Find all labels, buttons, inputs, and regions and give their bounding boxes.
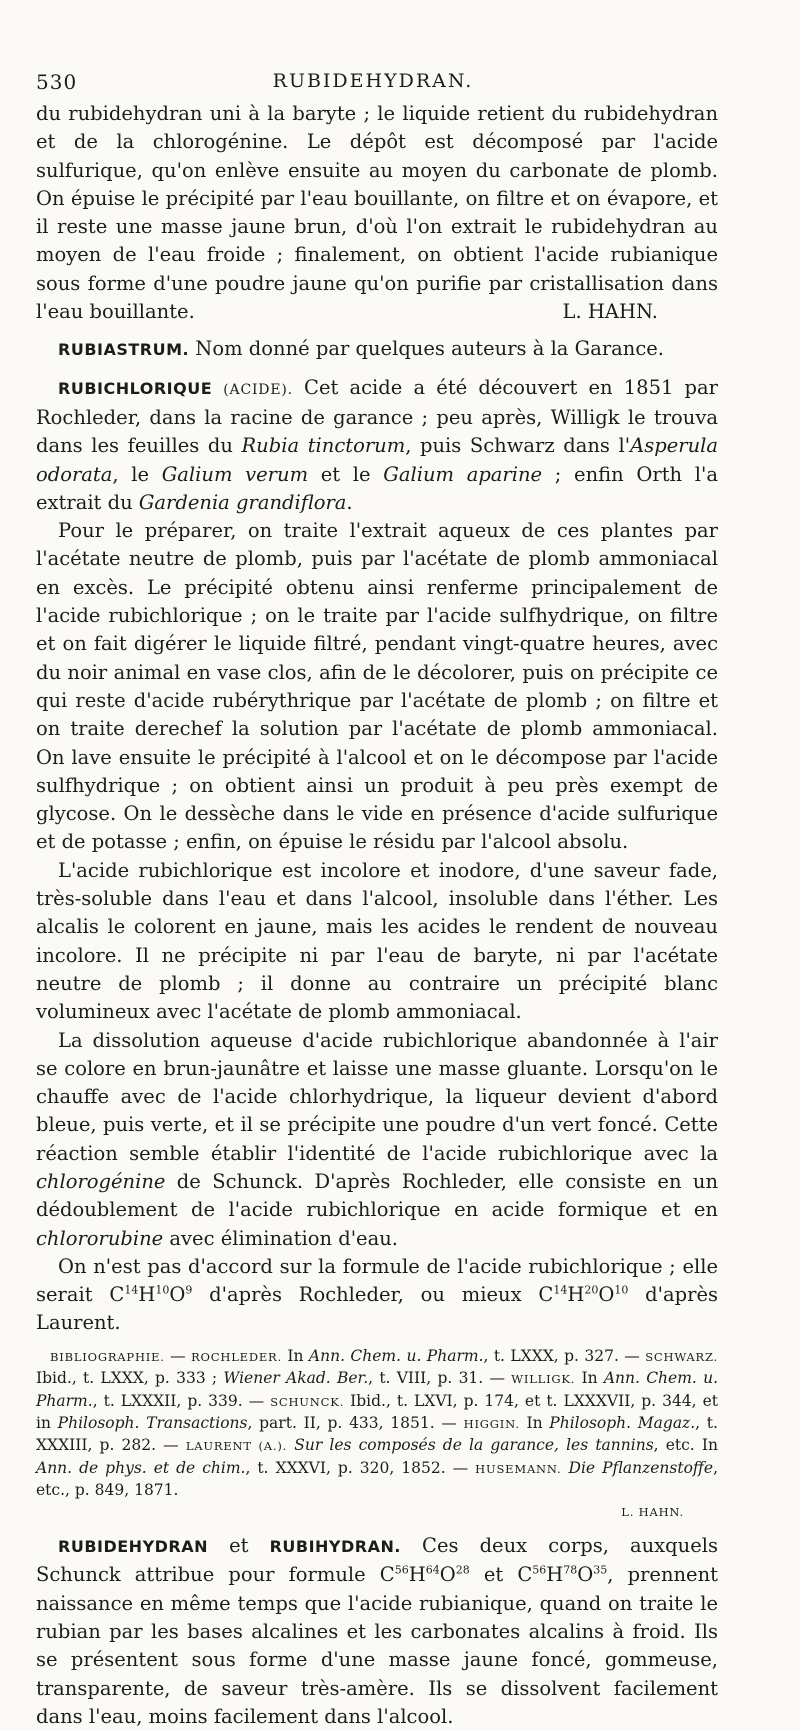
bib-text: Ibid., t. LXXX, p. 333 ; [36, 1369, 224, 1388]
formula-subscript: 56 [394, 1563, 409, 1577]
species-name: Galium verum [161, 462, 309, 486]
bibliography [36, 1346, 718, 1523]
entry-text: . [346, 490, 353, 514]
bib-journal: Sur les composés de la garance, les tannins [294, 1436, 654, 1455]
formula-subscript: 20 [584, 1283, 599, 1297]
bib-text: , t. VIII, p. 31. — [368, 1369, 512, 1388]
entry-text: Cet acide a été découvert en 1851 par Rochleder, dans la racine de garance ; peu après, Willigk le trouva dans les feuilles du [36, 375, 718, 458]
bib-journal: Ann. de phys. et de chim. [36, 1458, 246, 1477]
bib-text: , t. XXXVI, p. 320, 1852. — [245, 1458, 476, 1477]
formula-subscript: 56 [532, 1563, 547, 1577]
paragraph-text: d'après Laurent. [36, 1283, 718, 1335]
entry-text: Nom donné par quelques auteurs à la Garance. [195, 337, 665, 361]
paragraph-text: Pour le préparer, on traite l'extrait aqueux de ces plantes par l'acétate neutre de plomb, puis par l'acétate de plomb ammoniacal en excès. Le précipité obtenu ainsi renferme principalement de l'acide rubichlorique ; on le traite par l'acide sulfhydrique, on filtre et on fait digérer le liquide filtré, pendant vingt-quatre heures, avec du noir animal en vase clos, afin de le décolorer, puis on précipite ce qui reste d'acide rubérythrique par l'acétate de plomb ; on filtre et on traite derechef la solution par l'acétate de plomb ammoniacal. On lave ensuite le précipité à l'alcool et on le décompose par l'acide sulfhydrique ; on obtient ainsi un produit à peu près exempt de glycose. On le dessèche dans le vide en présence d'acide sulfurique et de potasse ; enfin, on épuise le résidu par l'alcool absolu. [36, 519, 718, 854]
entry-text: et C [469, 1563, 533, 1587]
text-body [36, 100, 718, 1731]
entry-headword: RUBIASTRUM. [58, 340, 190, 360]
bib-author: HIGGIN. [463, 1416, 520, 1431]
compound-name: chlorogénine [36, 1169, 166, 1193]
paragraph-dissolution [36, 1027, 718, 1253]
entry-headword: RUBICHLORIQUE [58, 378, 213, 398]
bib-text: Ibid., t. LXVI, p. 174, et t. LXXXVII, p. 344, et in [36, 1391, 718, 1432]
formula-element: H [546, 1563, 564, 1587]
entry-rubidehydran [36, 1532, 718, 1731]
formula-element: H [567, 1283, 585, 1307]
running-title: RUBIDEHYDRAN. [272, 70, 474, 92]
paragraph-preparation [36, 517, 718, 857]
bib-text: , t. XXXIII, p. 282. — [36, 1413, 718, 1455]
species-name: Gardenia grandiflora [138, 490, 347, 514]
bib-text: In [281, 1346, 309, 1365]
entry-headword: RUBIDEHYDRAN [58, 1537, 209, 1557]
author-signature: L. HAHN. [562, 300, 658, 324]
formula-element: H [408, 1563, 426, 1587]
bib-journal: Philosoph. Magaz. [549, 1413, 696, 1432]
entry-text: , prennent naissance en même temps que l'acide rubianique, quand on traite le rubian par les bases alcalines et les carbonates alcalins à froid. Ils se présentent sous forme d'une masse jaune foncé, gommeuse, transparente, de saveur très-amère. Ils se dissolvent facilement dans l'eau, moins facilement dans l'alcool. [36, 1563, 718, 1728]
page-number: 530 [36, 70, 78, 94]
formula-subscript: 10 [614, 1283, 629, 1297]
paragraph-text: avec élimination d'eau. [163, 1226, 398, 1250]
species-name: Asperula odorata [36, 434, 718, 486]
bib-journal: Wiener Akad. Ber. [223, 1369, 369, 1388]
bib-journal: Philosoph. Transactions [57, 1413, 248, 1432]
entry-rubiastrum [36, 335, 718, 364]
bib-text: , t. LXXXII, p. 339. — [92, 1391, 271, 1410]
paragraph-properties [36, 857, 718, 1027]
formula-subscript: 14 [553, 1283, 568, 1297]
formula-element: O [598, 1283, 615, 1307]
bib-author: HUSEMANN. [475, 1461, 562, 1476]
entry-rubichlorique [36, 374, 718, 517]
bib-author: WILLIGK. [511, 1372, 576, 1387]
paragraph-text: d'après Rochleder, ou mieux C [192, 1283, 554, 1307]
entry-text: ; enfin Orth l'a extrait du [36, 462, 718, 514]
bib-text: In [575, 1369, 604, 1388]
bib-text: — [164, 1346, 192, 1365]
species-name: Galium aparine [383, 462, 543, 486]
bib-journal: Die Pflanzenstoffe [568, 1458, 714, 1477]
bib-author: SCHUNCK. [270, 1394, 345, 1409]
entry-headword: RUBIHYDRAN. [269, 1537, 401, 1557]
bib-text: , part. II, p. 433, 1851. — [247, 1413, 464, 1432]
bib-text: In [519, 1413, 550, 1432]
bib-journal: Ann. Chem. u. Pharm. [308, 1346, 484, 1365]
entry-text: , puis Schwarz dans l' [405, 434, 631, 458]
formula-subscript: 9 [185, 1283, 193, 1297]
formula-element: O [577, 1563, 594, 1587]
formula-subscript: 35 [593, 1563, 608, 1577]
entry-text: et [208, 1534, 270, 1558]
paragraph-text: On n'est pas d'accord sur la formule de l'acide rubichlorique ; elle serait C [36, 1254, 718, 1307]
bib-text: , etc., p. 849, 1871. [36, 1458, 718, 1500]
entry-text: , le [112, 462, 162, 486]
formula-element: O [439, 1563, 456, 1587]
paragraph-formula [36, 1253, 718, 1338]
entry-text: et le [308, 462, 384, 486]
bib-text: , t. LXXX, p. 327. — [483, 1346, 646, 1365]
bib-text: , etc. In [653, 1436, 718, 1455]
bib-author: LAURENT (A.). [185, 1439, 288, 1454]
paragraph-text: La dissolution aqueuse d'acide rubichlorique abandonnée à l'air se colore en brun-jaunâtre et laisse une masse gluante. Lorsqu'on le chauffe avec de l'acide chlorhydrique, la liqueur devient d'abord bleue, puis verte, et il se précipite une poudre d'un vert foncé. Cette réaction semble établir l'identité de l'acide rubichlorique avec la [36, 1028, 718, 1165]
bib-text [562, 1459, 569, 1477]
formula-subscript: 28 [455, 1563, 470, 1577]
bib-author: SCHWARZ. [645, 1349, 718, 1364]
entry-text: Ces deux corps, auxquels Schunck attribue pour formule C [36, 1534, 718, 1587]
formula-subscript: 64 [425, 1563, 440, 1577]
formula-element: H [138, 1283, 156, 1307]
formula-subscript: 14 [124, 1283, 139, 1297]
entry-qualifier: (ACIDE). [223, 381, 293, 398]
formula-subscript: 10 [155, 1283, 170, 1297]
continuation-text: du rubidehydran uni à la baryte ; le liquide retient du rubidehydran et de la chlorogénine. Le dépôt est décomposé par l'acide sulfurique, qu'on enlève ensuite au moyen du carbonate de plomb. On épuise le précipité par l'eau bouillante, on filtre et on évapore, et il reste une masse jaune brun, d'où l'on extrait le rubidehydran au moyen de l'eau froide ; finalement, on obtient l'acide rubianique sous forme d'une poudre jaune qu'on purifie par cristallisation dans l'eau bouillante. [36, 102, 718, 324]
formula-subscript: 78 [563, 1563, 578, 1577]
bib-author: ROCHLEDER. [191, 1349, 282, 1364]
formula-element: O [169, 1283, 186, 1307]
running-header [36, 70, 710, 100]
bibliography-label: BIBLIOGRAPHIE. [50, 1349, 165, 1364]
paragraph-text: L'acide rubichlorique est incolore et inodore, d'une saveur fade, très-soluble dans l'eau et dans l'alcool, insoluble dans l'éther. Les alcalis le colorent en jaune, mais les acides le rendent de nouveau incolore. Il ne précipite ni par l'eau de baryte, ni par l'acétate neutre de plomb ; il donne au contraire un précipité blanc volumineux avec l'acétate de plomb ammoniacal. [36, 858, 718, 1024]
compound-name: chlororubine [36, 1226, 164, 1250]
bibliography-signature: L. HAHN. [621, 1504, 684, 1519]
bib-journal: Ann. Chem. u. Pharm. [36, 1369, 718, 1410]
species-name: Rubia tinctorum [241, 434, 406, 458]
continuation-paragraph [36, 100, 718, 326]
paragraph-text: de Schunck. D'après Rochleder, elle consiste en un dédoublement de l'acide rubichlorique en acide formique et en [36, 1169, 718, 1222]
